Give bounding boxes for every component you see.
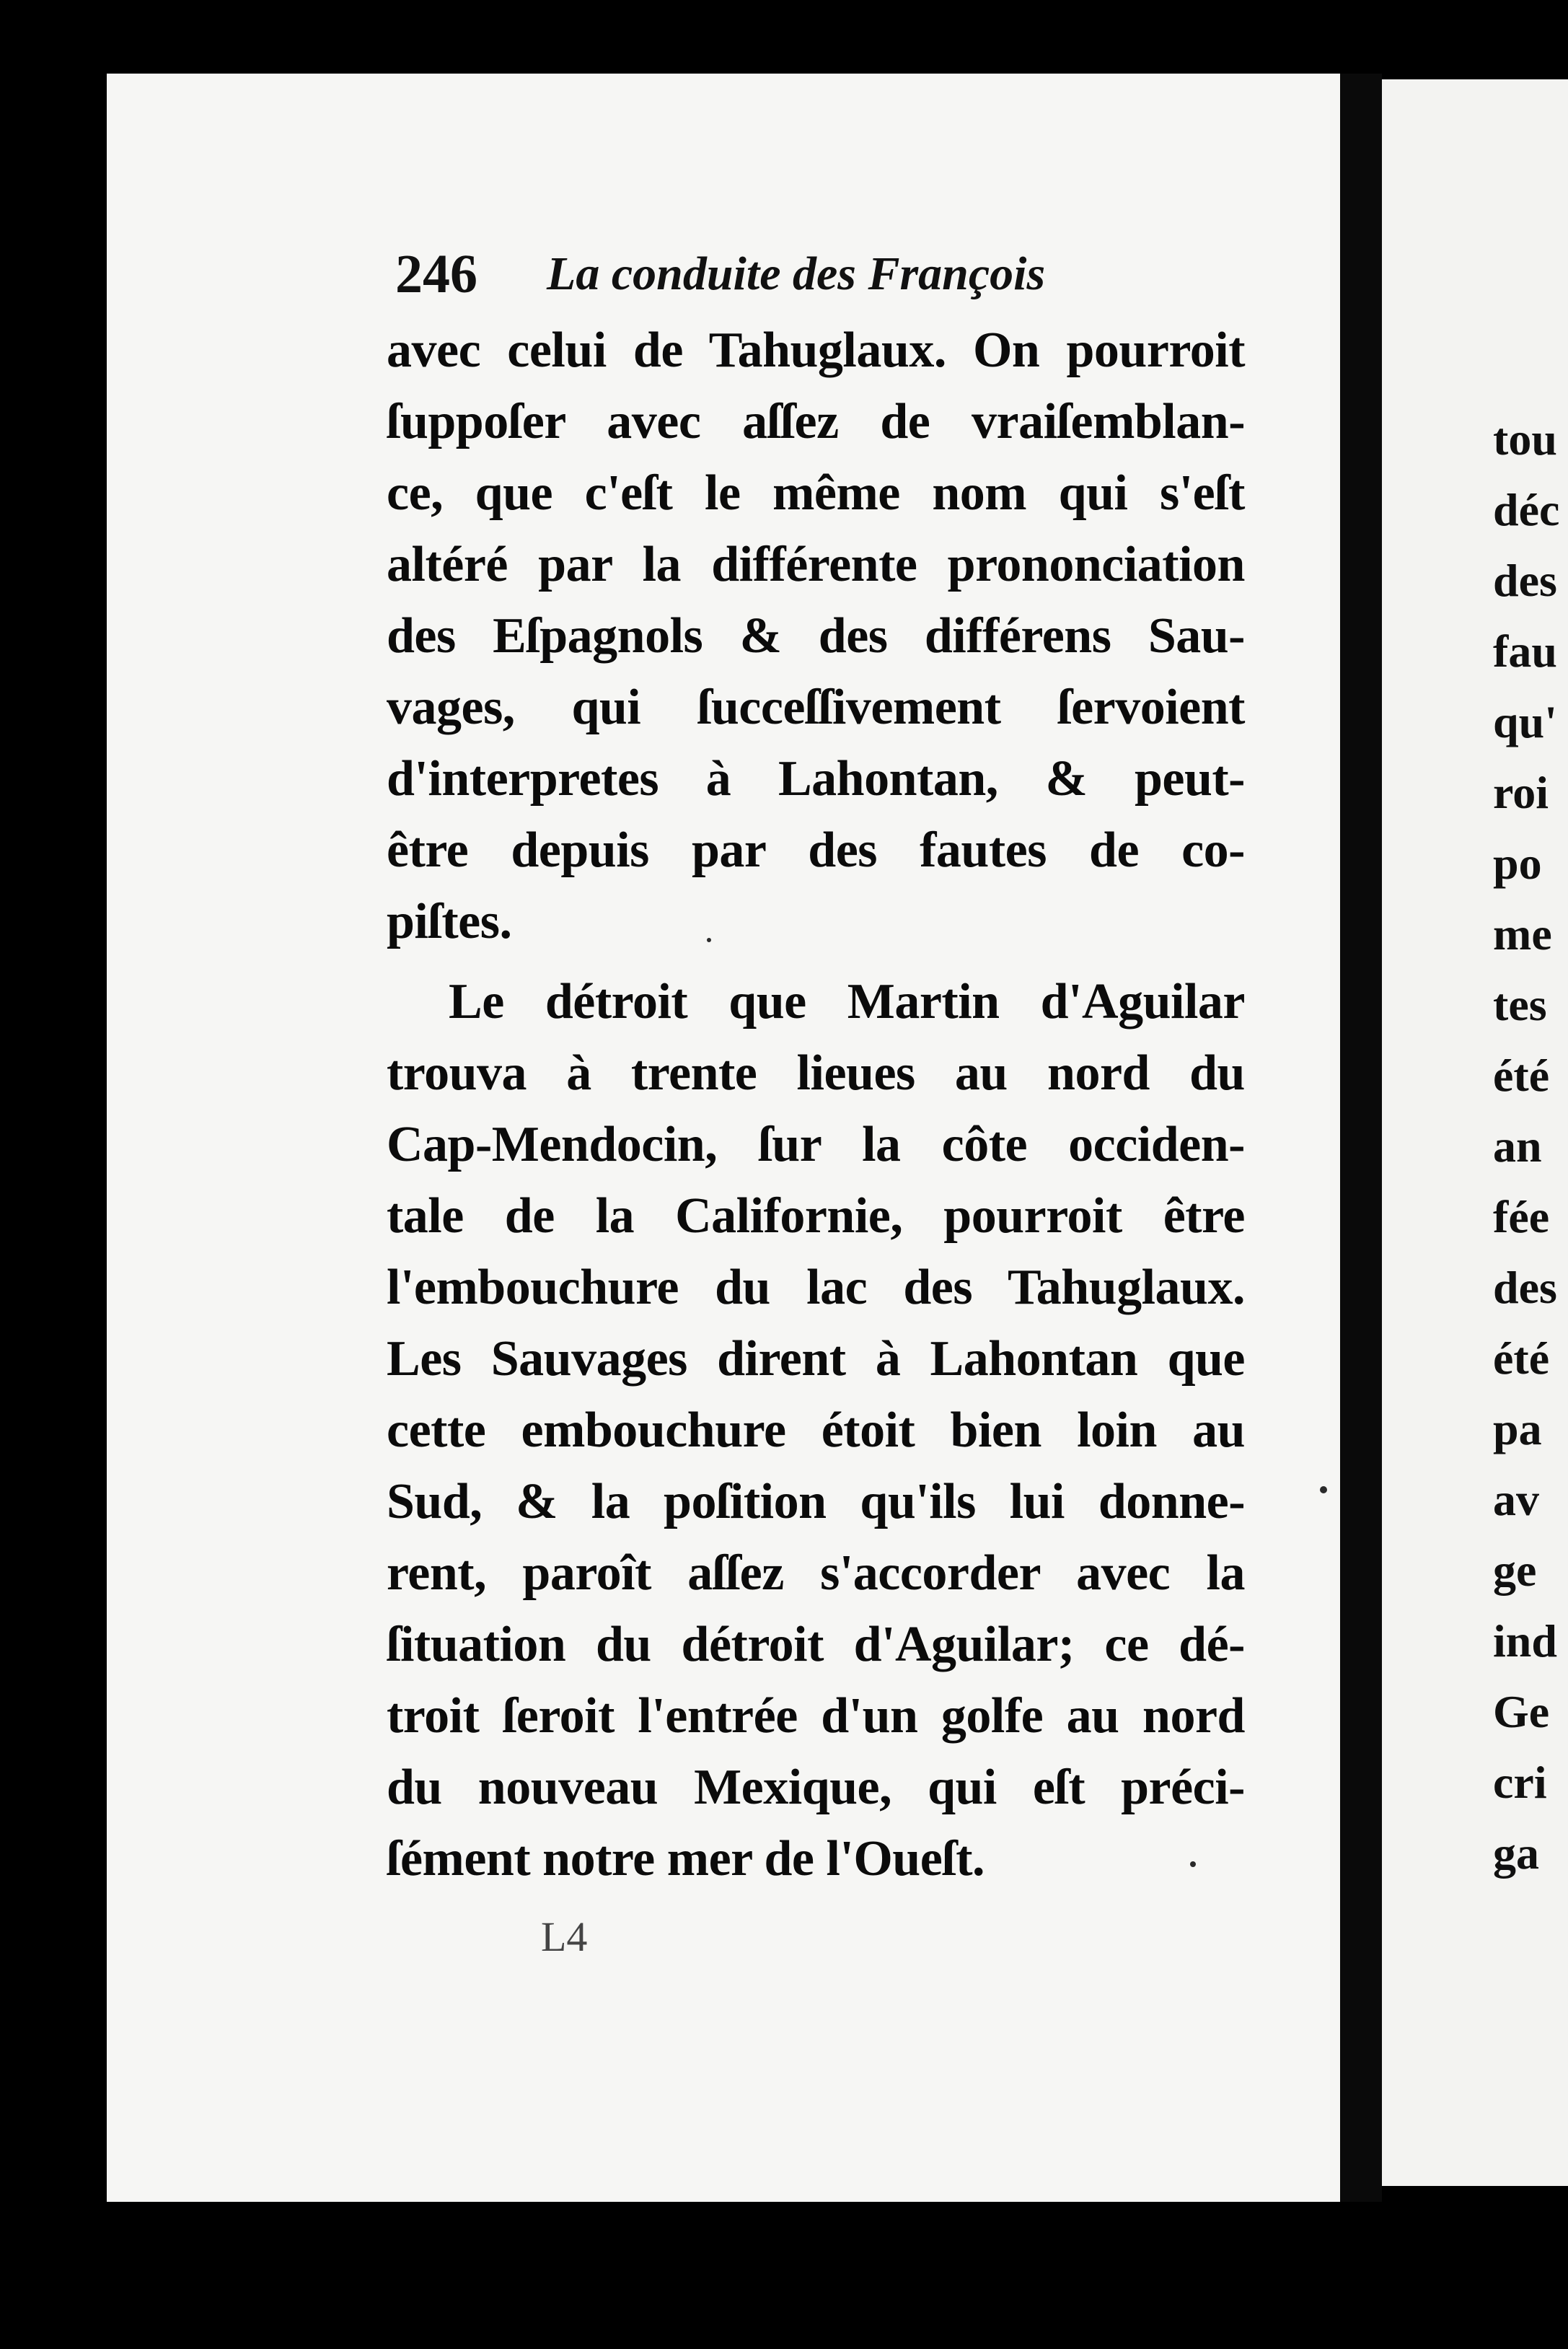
text-line: être depuis par des fautes de co- — [387, 822, 1245, 878]
fragment-line: fée — [1493, 1191, 1550, 1242]
text-line: ce, que c'eſt le même nom qui s'eſt — [387, 465, 1245, 521]
text-line: troit ſeroit l'entrée d'un golfe au nord — [387, 1688, 1245, 1744]
ink-speck — [1320, 1486, 1327, 1493]
fragment-line: ge — [1493, 1545, 1537, 1596]
fragment-line: po — [1493, 838, 1542, 889]
fragment-line: Ge — [1493, 1686, 1550, 1737]
text-line: cette embouchure étoit bien loin au — [387, 1402, 1245, 1458]
paragraph-1 — [387, 315, 1245, 957]
body-text — [387, 315, 1245, 1894]
text-line: ſément notre mer de l'Oueſt. — [387, 1831, 985, 1887]
fragment-line: tes — [1493, 979, 1547, 1030]
fragment-line: des — [1493, 1262, 1557, 1313]
running-head — [395, 238, 1246, 310]
right-page-text-fragments — [1493, 404, 1568, 1889]
paragraph-gap — [387, 957, 1245, 966]
text-line: avec celui de Tahuglaux. On pourroit — [387, 322, 1245, 378]
text-line: tale de la Californie, pourroit être — [387, 1188, 1245, 1244]
text-line: ſuppoſer avec aſſez de vraiſemblan- — [387, 394, 1245, 449]
running-title: La conduite des François — [547, 247, 1046, 300]
text-line: l'embouchure du lac des Tahuglaux. — [387, 1260, 1245, 1315]
paragraph-2 — [387, 966, 1245, 1894]
fragment-line: tou — [1493, 413, 1557, 465]
fragment-line: été — [1493, 1050, 1550, 1101]
fragment-line: des — [1493, 555, 1557, 606]
text-line: Le détroit que Martin d'Aguilar — [449, 974, 1245, 1029]
text-line: altéré par la différente prononciation — [387, 537, 1245, 592]
fragment-line: ind — [1493, 1615, 1557, 1667]
fragment-line: ga — [1493, 1827, 1539, 1879]
ink-speck — [1190, 1861, 1196, 1867]
text-line: Sud, & la poſition qu'ils lui donne- — [387, 1474, 1245, 1529]
fragment-line: pa — [1493, 1403, 1542, 1454]
text-line: rent, paroît aſſez s'accorder avec la — [387, 1545, 1245, 1601]
fragment-line: déc — [1493, 484, 1560, 535]
fragment-line: fau — [1493, 625, 1557, 677]
text-line: ſituation du détroit d'Aguilar; ce dé- — [387, 1617, 1245, 1672]
text-line: Cap-Mendocin, ſur la côte occiden- — [387, 1117, 1245, 1172]
text-line: vages, qui ſucceſſivement ſervoient — [387, 680, 1245, 735]
ink-speck — [707, 938, 711, 942]
signature-mark: L4 — [541, 1913, 588, 1960]
text-line: du nouveau Mexique, qui eſt préci- — [387, 1760, 1245, 1815]
text-line: d'interpretes à Lahontan, & peut- — [387, 751, 1245, 807]
page-number: 246 — [395, 244, 477, 304]
text-line: piſtes. — [387, 894, 512, 949]
fragment-line: été — [1493, 1332, 1550, 1384]
fragment-line: cri — [1493, 1757, 1547, 1808]
fragment-line: roi — [1493, 767, 1549, 818]
text-line: des Eſpagnols & des différens Sau- — [387, 608, 1245, 664]
text-line: Les Sauvages dirent à Lahontan que — [387, 1331, 1245, 1387]
text-line: trouva à trente lieues au nord du — [387, 1045, 1245, 1101]
fragment-line: an — [1493, 1120, 1542, 1172]
page-gutter — [1340, 74, 1382, 2202]
fragment-line: me — [1493, 908, 1552, 960]
fragment-line: av — [1493, 1474, 1539, 1525]
fragment-line: qu' — [1493, 696, 1557, 747]
